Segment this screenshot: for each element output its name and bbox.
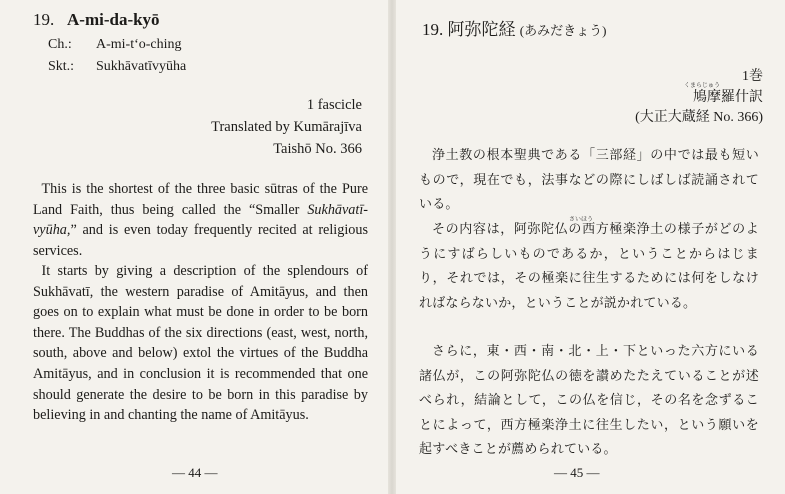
- left-page: [0, 0, 392, 494]
- sanskrit-name: Sukhāvatīvyūha: [96, 59, 187, 74]
- chinese-label: Ch.:: [48, 37, 72, 52]
- para1-text-a: This is the shortest of the three basic sūtras of the Pure Land Faith, thus being called the “Smaller: [33, 181, 368, 218]
- paragraph-2-ruby: さいほう: [569, 216, 594, 223]
- japanese-fascicle: 1巻: [742, 69, 763, 84]
- japanese-paragraph-3: さらに，東・西・南・北・上・下といった六方にいる諸仏が，この阿弥陀仏の徳を讃めたたえていることが述べられ，結論として，この仏を信じ，その名を念ずることによって，西方極楽浄土に往生したい，という願いを起すべきことが薦められている。: [419, 344, 759, 457]
- translator-credit: Translated by Kumārajīva: [211, 119, 362, 135]
- taisho-number: Taishō No. 366: [273, 141, 362, 157]
- japanese-title-reading: (あみだきょう): [519, 23, 607, 38]
- para1-italic-title: Sukhāvatī-vyūha,: [33, 201, 368, 239]
- japanese-taisho-number: (大正大蔵経 No. 366): [635, 110, 763, 125]
- japanese-paragraph-1: 浄土教の根本聖典である「三部経」の中では最も短いもので，現在でも，法事などの際にしばしば読誦されている。: [419, 148, 759, 212]
- sutra-title: A-mi-da-kyō: [67, 10, 160, 29]
- japanese-paragraph-2: その内容は，阿弥陀仏の西方極楽浄土の様子がどのようにすばらしいものであるか，ということからはじまり，それでは，その極楽に往生するためには何をしなければならないか，ということが説かれている。: [419, 222, 759, 311]
- right-page: [392, 0, 785, 494]
- fascicle-count: 1 fascicle: [306, 97, 362, 113]
- entry-number: 19.: [33, 10, 55, 29]
- japanese-translator: 鳩摩羅什訳: [693, 90, 763, 105]
- summary-paragraph-2: It starts by giving a description of the splendours of Sukhāvatī, the western paradise of Amitāyus, and then goes on to explain what must be done in order to be born there. The Buddhas of the six directions (east, west, north, south, above and below) extol the virtues of the Buddha Amitāyus, and in conclusion it is recommended that one should generate the desire to be born in this paradise by believing in and chanting the name of Amitāyus.: [33, 263, 368, 424]
- para1-text-b: ” and is even today frequently recited at religious services.: [33, 222, 368, 259]
- summary-paragraph-1: [33, 179, 368, 261]
- chinese-name: A-mi-t‘o-ching: [96, 37, 182, 52]
- japanese-title: 19. 阿弥陀経: [422, 20, 516, 39]
- page-number-right: — 45 —: [554, 465, 600, 480]
- sanskrit-label: Skt.:: [48, 59, 75, 74]
- translator-ruby: くまらじゅう: [684, 82, 721, 89]
- japanese-heading: [422, 15, 606, 40]
- page-number-left: — 44 —: [172, 465, 218, 480]
